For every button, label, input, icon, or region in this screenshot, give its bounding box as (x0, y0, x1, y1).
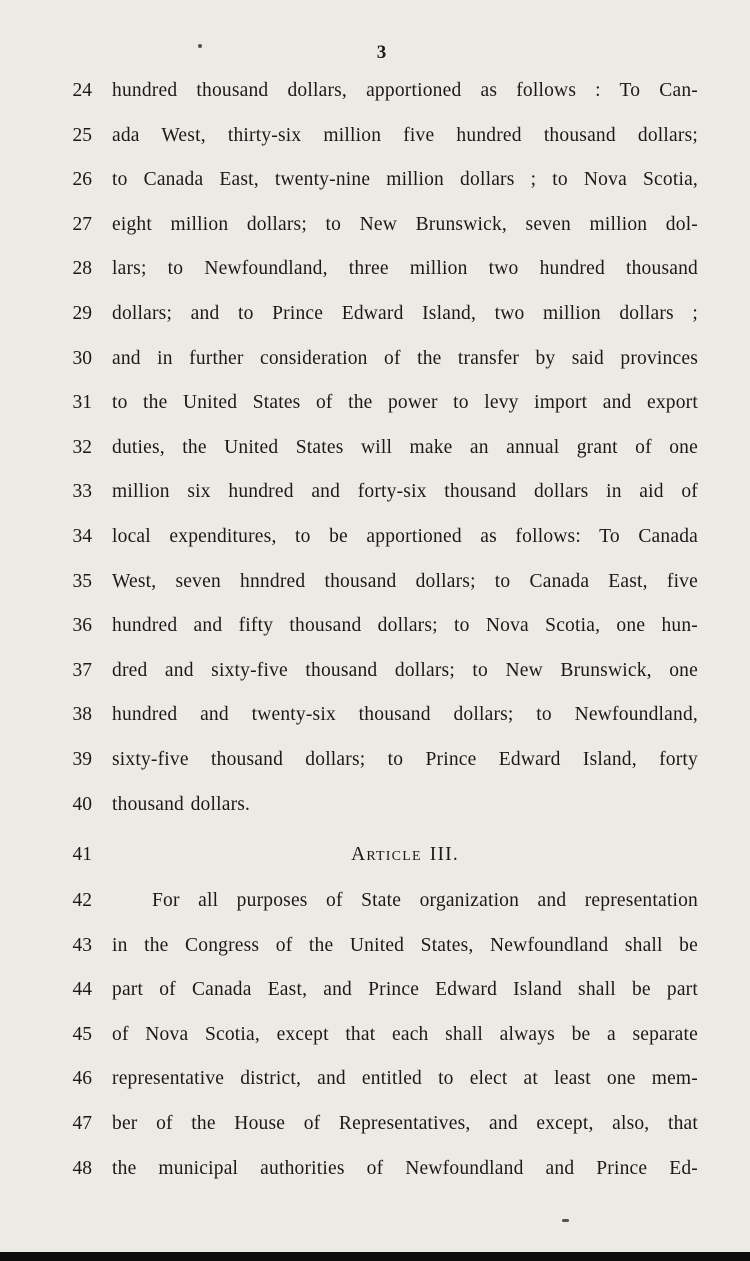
line-text: in the Congress of the United States, Newfoundland shall be (112, 934, 698, 956)
line-number: 27 (72, 213, 92, 235)
line-number: 38 (72, 704, 92, 726)
line-number: 41 (72, 844, 92, 866)
line-text: dred and sixty-five thousand dollars; to New Brunswick, one (112, 659, 698, 681)
line-number: 32 (72, 436, 92, 458)
text-line (54, 258, 698, 303)
text-line (54, 571, 698, 616)
line-text: to the United States of the power to levy import and export (112, 392, 698, 414)
line-number: 43 (72, 934, 92, 956)
line-text: ber of the House of Representatives, and except, also, that (112, 1113, 698, 1135)
line-text: ada West, thirty-six million five hundred thousand dollars; (112, 124, 698, 146)
text-line (54, 890, 698, 935)
line-text: the municipal authorities of Newfoundland and Prince Ed- (112, 1157, 698, 1179)
line-number: 37 (72, 659, 92, 681)
line-text: million six hundred and forty-six thousand dollars in aid of (112, 481, 698, 503)
text-line (54, 125, 698, 170)
line-number: 26 (72, 169, 92, 191)
line-number: 33 (72, 481, 92, 503)
text-line (54, 80, 698, 125)
line-text: hundred thousand dollars, apportioned as follows : To Can- (112, 80, 698, 101)
line-number: 24 (72, 80, 92, 101)
line-number: 28 (72, 258, 92, 280)
text-line (54, 794, 698, 839)
line-text: West, seven hnndred thousand dollars; to Canada East, five (112, 570, 698, 592)
line-text: of Nova Scotia, except that each shall always be a separate (112, 1023, 698, 1045)
text-line (54, 749, 698, 794)
scan-bottom-edge (0, 1252, 750, 1261)
line-number: 47 (72, 1113, 92, 1135)
line-text: eight million dollars; to New Brunswick, seven million dol- (112, 213, 698, 235)
text-line (54, 1068, 698, 1113)
text-line (54, 526, 698, 571)
line-number: 45 (72, 1023, 92, 1045)
text-line (54, 392, 698, 437)
text-line (54, 660, 698, 705)
line-text: hundred and fifty thousand dollars; to Nova Scotia, one hun- (112, 615, 698, 637)
line-text: local expenditures, to be apportioned as follows: To Canada (112, 525, 698, 547)
line-number: 31 (72, 392, 92, 414)
line-text: and in further consideration of the transfer by said provinces (112, 347, 698, 369)
text-line (54, 1024, 698, 1069)
text-line (54, 704, 698, 749)
text-block (54, 80, 698, 1202)
text-line (54, 437, 698, 482)
scan-speck (562, 1219, 569, 1222)
line-number: 40 (72, 793, 92, 815)
line-number: 39 (72, 748, 92, 770)
line-text: representative district, and entitled to elect at least one mem- (112, 1068, 698, 1090)
text-line (54, 615, 698, 660)
text-line (54, 935, 698, 980)
text-line (54, 481, 698, 526)
text-line (54, 838, 698, 890)
text-line (54, 1113, 698, 1158)
line-text: to Canada East, twenty-nine million dollars ; to Nova Scotia, (112, 169, 698, 191)
line-text: hundred and twenty-six thousand dollars; to Newfoundland, (112, 704, 698, 726)
line-text: part of Canada East, and Prince Edward Island shall be part (112, 979, 698, 1001)
line-number: 48 (72, 1157, 92, 1179)
line-text: thousand dollars. (112, 793, 251, 815)
line-text: dollars; and to Prince Edward Island, two million dollars ; (112, 302, 698, 324)
line-number: 34 (72, 525, 92, 547)
line-number: 36 (72, 615, 92, 637)
line-text: lars; to Newfoundland, three million two hundred thousand (112, 258, 698, 280)
text-line (54, 348, 698, 393)
line-text: Article III. (351, 844, 459, 866)
line-number: 42 (72, 890, 92, 912)
text-line (54, 1158, 698, 1203)
page-number: 3 (376, 42, 388, 63)
scan-speck (198, 44, 202, 48)
line-text: duties, the United States will make an annual grant of one (112, 436, 698, 458)
line-number: 29 (72, 302, 92, 324)
line-number: 30 (72, 347, 92, 369)
text-line (54, 169, 698, 214)
text-line (54, 979, 698, 1024)
line-number: 35 (72, 570, 92, 592)
line-text: For all purposes of State organization and representation (152, 890, 698, 912)
text-line (54, 303, 698, 348)
line-text: sixty-five thousand dollars; to Prince Edward Island, forty (112, 748, 698, 770)
text-line (54, 214, 698, 259)
line-number: 44 (72, 979, 92, 1001)
line-number: 25 (72, 124, 92, 146)
line-number: 46 (72, 1068, 92, 1090)
